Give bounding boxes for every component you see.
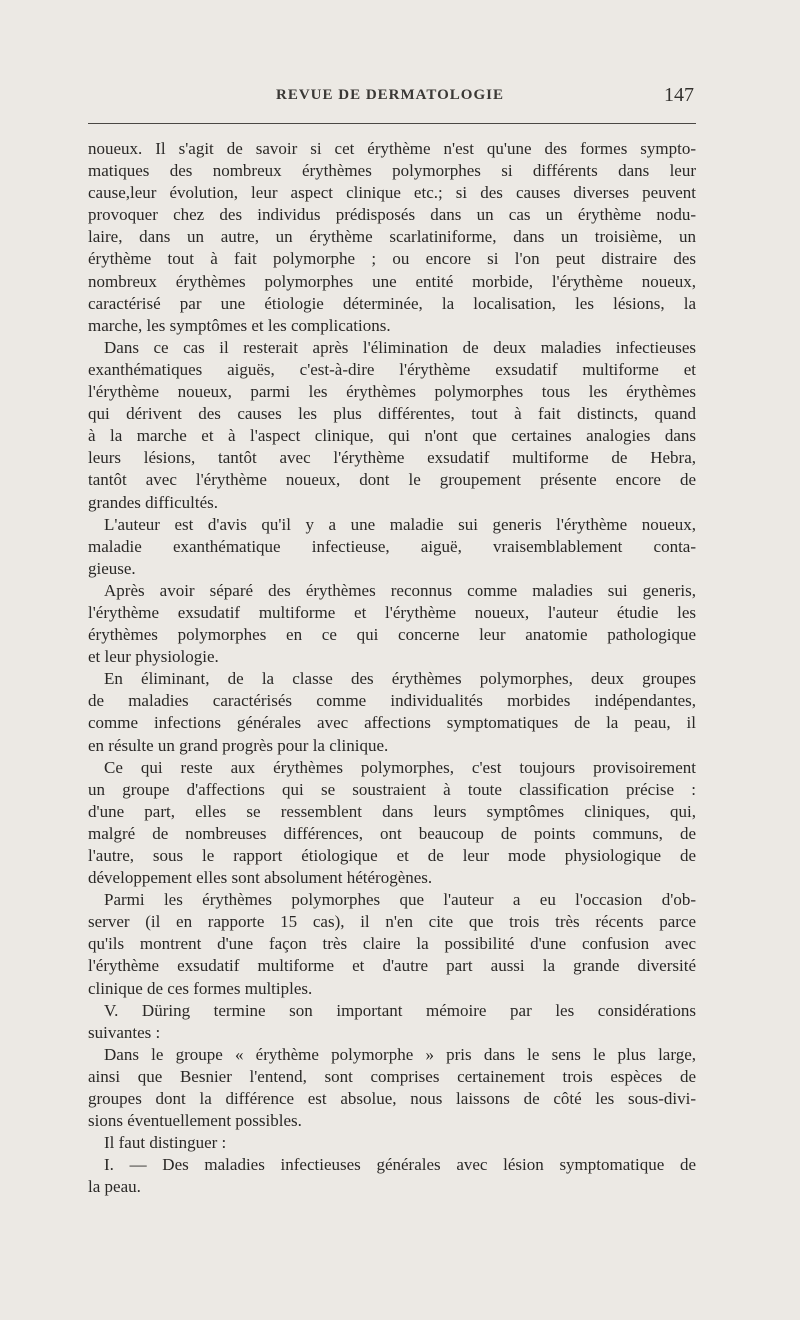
- text-line: I. — Des maladies infectieuses générales avec lésion symptomatique de: [104, 1155, 696, 1175]
- text-line: érythèmes polymorphes en ce qui concerne leur anatomie pathologique: [88, 625, 696, 645]
- text-line: malgré de nombreuses différences, ont beaucoup de points communs, de: [88, 823, 696, 843]
- text-line: Ce qui reste aux érythèmes polymorphes, c'est toujours provisoirement: [104, 757, 696, 777]
- text-line: qui dérivent des causes les plus différentes, tout à fait distincts, quand: [88, 404, 696, 424]
- text-line: V. Düring termine son important mémoire par les considérations: [104, 1000, 696, 1020]
- text-line: érythème tout à fait polymorphe ; ou encore si l'on peut distraire des: [88, 249, 696, 269]
- text-line: développement elles sont absolument hétérogènes.: [88, 868, 433, 888]
- text-line: groupes dont la différence est absolue, nous laissons de côté les sous-divi-: [88, 1089, 696, 1109]
- text-line: Il faut distinguer :: [104, 1133, 227, 1153]
- text-line: gieuse.: [88, 558, 136, 578]
- text-line: d'une part, elles se ressemblent dans leurs symptômes cliniques, qui,: [88, 801, 696, 821]
- text-line: Parmi les érythèmes polymorphes que l'auteur a eu l'occasion d'ob-: [104, 890, 696, 910]
- text-line: provoquer chez des individus prédisposés dans un cas un érythème nodu-: [88, 205, 696, 225]
- text-line: l'érythème exsudatif multiforme et d'autre part aussi la grande diversité: [88, 956, 696, 976]
- text-line: server (il en rapporte 15 cas), il n'en cite que trois très récents parce: [88, 912, 696, 932]
- text-line: de maladies caractérisés comme individualités morbides indépendantes,: [88, 691, 696, 711]
- text-line: sions éventuellement possibles.: [88, 1111, 302, 1131]
- article-body: [88, 138, 696, 1199]
- text-line: Dans le groupe « érythème polymorphe » pris dans le sens le plus large,: [104, 1044, 696, 1064]
- text-line: en résulte un grand progrès pour la clinique.: [88, 735, 389, 755]
- text-line: exanthématiques aiguës, c'est-à-dire l'érythème exsudatif multiforme et: [88, 359, 696, 379]
- text-line: Dans ce cas il resterait après l'élimination de deux maladies infectieuses: [104, 337, 696, 357]
- header-rule: [88, 123, 696, 124]
- text-line: noueux. Il s'agit de savoir si cet érythème n'est qu'une des formes sympto-: [88, 139, 696, 158]
- text-line: nombreux érythèmes polymorphes une entité morbide, l'érythème noueux,: [88, 271, 696, 291]
- text-line: l'érythème exsudatif multiforme et l'érythème noueux, l'auteur étudie les: [88, 602, 696, 622]
- text-line: maladie exanthématique infectieuse, aiguë, vraisemblablement conta-: [88, 536, 696, 556]
- text-line: ainsi que Besnier l'entend, sont comprises certainement trois espèces de: [88, 1066, 696, 1086]
- text-line: laire, dans un autre, un érythème scarlatiniforme, dans un troisième, un: [88, 227, 696, 247]
- text-line: tantôt avec l'érythème noueux, dont le groupement présente encore de: [88, 470, 696, 490]
- text-line: suivantes :: [88, 1022, 161, 1042]
- text-line: qu'ils montrent d'une façon très claire la possibilité d'une confusion avec: [88, 934, 696, 954]
- text-line: Après avoir séparé des érythèmes reconnus comme maladies sui generis,: [104, 580, 696, 600]
- text-line: clinique de ces formes multiples.: [88, 978, 313, 998]
- text-line: à la marche et à l'aspect clinique, qui n'ont que certaines analogies dans: [88, 426, 696, 446]
- text-line: leurs lésions, tantôt avec l'érythème exsudatif multiforme de Hebra,: [88, 448, 696, 468]
- journal-title: REVUE DE DERMATOLOGIE: [276, 87, 504, 103]
- text-line: cause,leur évolution, leur aspect clinique etc.; si des causes diverses peuvent: [88, 183, 696, 203]
- text-line: marche, les symptômes et les complications.: [88, 315, 391, 335]
- text-line: En éliminant, de la classe des érythèmes polymorphes, deux groupes: [104, 669, 696, 689]
- text-line: un groupe d'affections qui se soustraient à toute classification précise :: [88, 779, 696, 799]
- text-line: grandes difficultés.: [88, 492, 218, 512]
- text-line: et leur physiologie.: [88, 647, 219, 667]
- text-line: L'auteur est d'avis qu'il y a une maladie sui generis l'érythème noueux,: [104, 514, 696, 534]
- page-number: 147: [664, 84, 694, 106]
- text-line: matiques des nombreux érythèmes polymorphes si différents dans leur: [88, 161, 696, 181]
- running-header: [88, 84, 696, 114]
- text-line: comme infections générales avec affections symptomatiques de la peau, il: [88, 713, 696, 733]
- text-line: l'autre, sous le rapport étiologique et de leur mode physiologique de: [88, 846, 696, 865]
- text-line: la peau.: [88, 1177, 141, 1197]
- text-line: l'érythème noueux, parmi les érythèmes polymorphes tous les érythèmes: [88, 382, 696, 402]
- text-line: caractérisé par une étiologie déterminée, la localisation, les lésions, la: [88, 293, 696, 313]
